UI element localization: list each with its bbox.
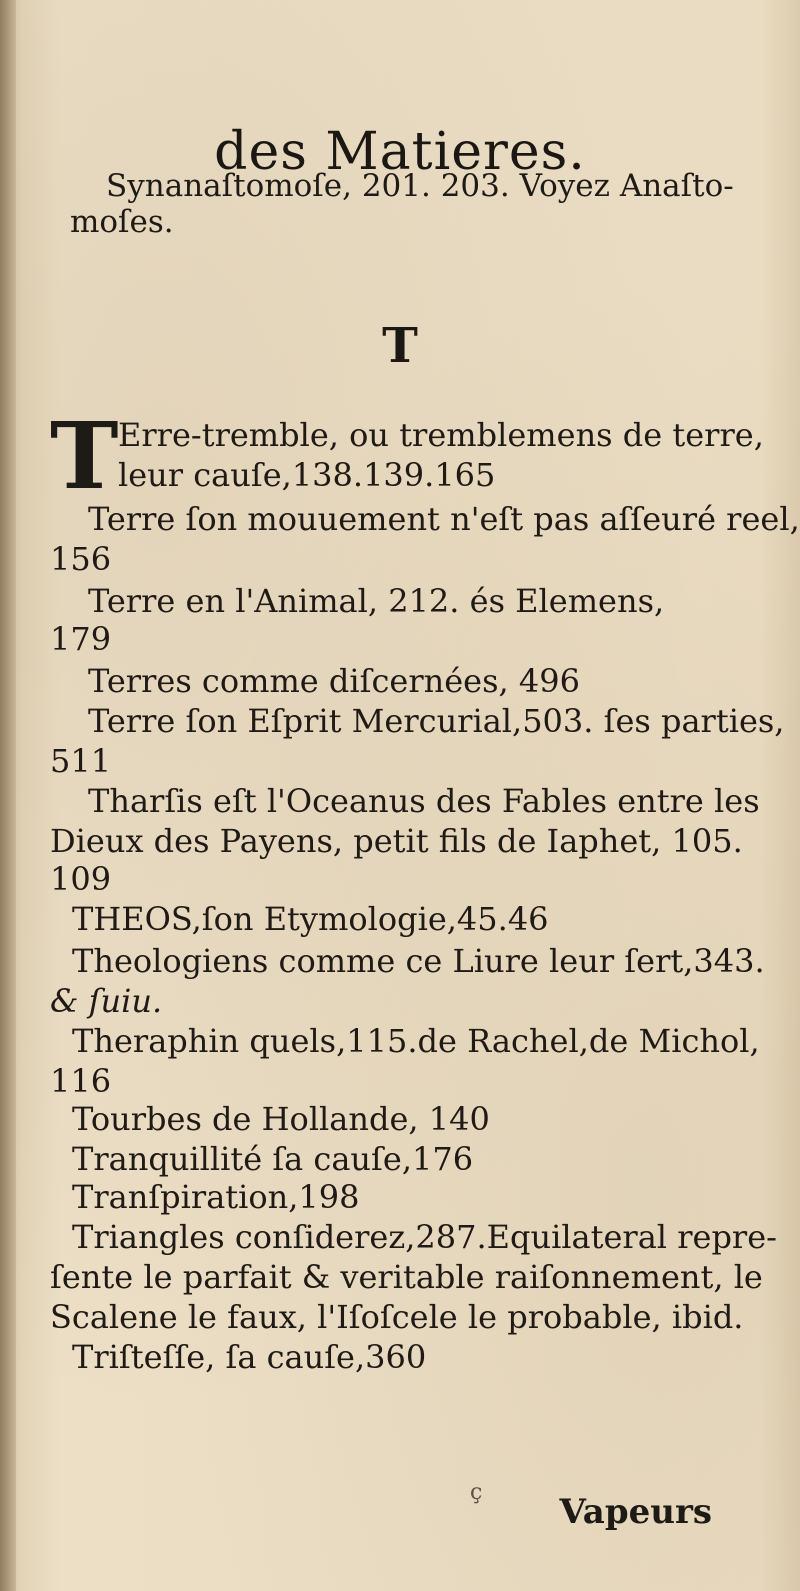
index-line: Tranſpiration,198	[72, 1178, 360, 1216]
signature-mark: ç	[470, 1480, 483, 1505]
index-line: Terres comme diſcernées, 496	[88, 662, 580, 700]
index-line: Scalene le faux, l'Iſoſcele le probable, ibid.	[50, 1298, 744, 1336]
index-line: Tourbes de Hollande, 140	[72, 1100, 490, 1138]
index-line: THEOS,ſon Etymologie,45.46	[72, 900, 549, 938]
index-line: Terre ſon Eſprit Mercurial,503. ſes parties,	[88, 702, 785, 740]
section-letter: T	[382, 318, 418, 374]
index-line: Terre ſon mouuement n'eſt pas aſſeuré reel,	[88, 500, 800, 538]
index-line: Terre en l'Animal, 212. és Elemens,	[88, 582, 665, 620]
index-line: Tranquillité ſa cauſe,176	[72, 1140, 474, 1178]
entry-line: moſes.	[70, 204, 174, 240]
page-binding-edge	[0, 0, 16, 1591]
index-line: leur cauſe,138.139.165	[118, 456, 496, 494]
index-line: 109	[50, 860, 112, 898]
index-line: Dieux des Payens, petit fils de Iaphet, 105.	[50, 822, 743, 860]
index-line: Tharſis eſt l'Oceanus des Fables entre les	[88, 782, 760, 820]
index-line: 179	[50, 620, 112, 658]
running-head: des Matieres.	[214, 122, 586, 182]
catchword: Vapeurs	[559, 1492, 712, 1532]
index-line: Erre-tremble, ou tremblemens de terre,	[118, 416, 764, 454]
index-line: ſente le parfait & veritable raiſonnement, le	[50, 1258, 763, 1296]
index-line: Theraphin quels,115.de Rachel,de Michol,	[72, 1022, 760, 1060]
drop-cap: T	[50, 402, 119, 510]
entry-line: Synanaſtomoſe, 201. 203. Voyez Anaſto-	[106, 168, 734, 204]
index-line: 511	[50, 742, 112, 780]
index-line: Triangles conſiderez,287.Equilateral repre-	[72, 1218, 777, 1256]
index-line: 156	[50, 540, 112, 578]
index-entry-synanastomose	[70, 168, 750, 240]
index-line: Triſteſſe, ſa cauſe,360	[72, 1338, 427, 1376]
index-line: Theologiens comme ce Liure leur ſert,343.	[72, 942, 765, 980]
index-line: & ſuiu.	[50, 982, 163, 1020]
index-line: 116	[50, 1062, 112, 1100]
